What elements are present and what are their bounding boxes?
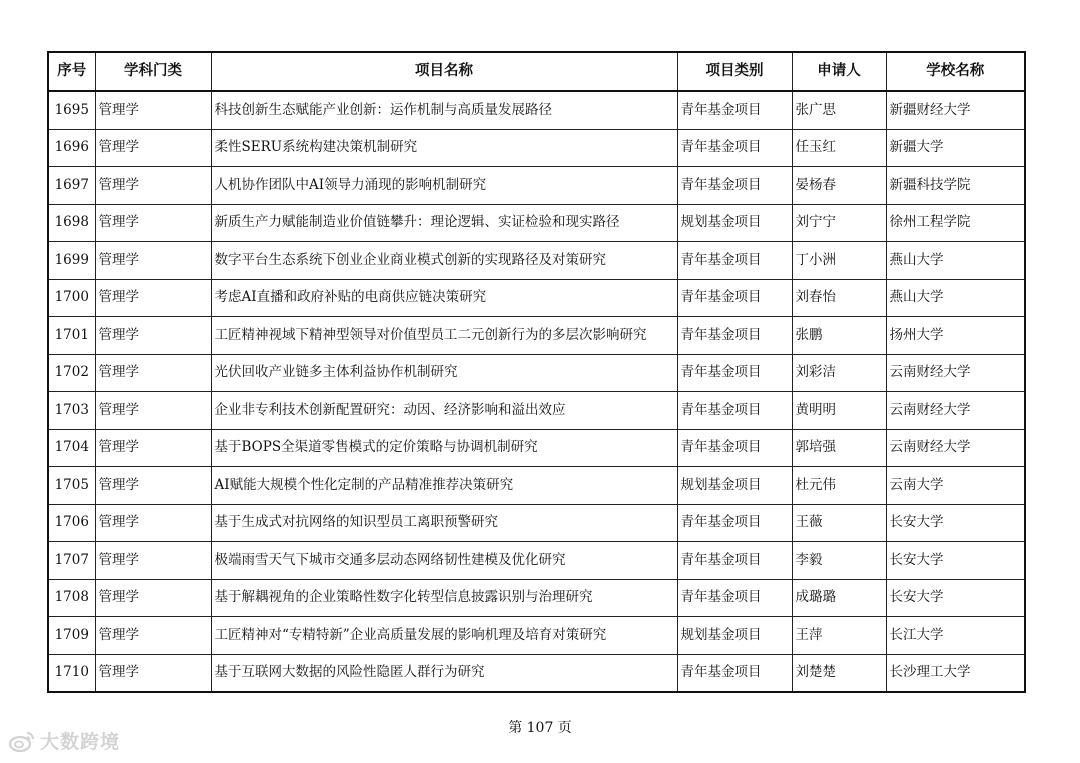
table-header-row bbox=[48, 52, 1025, 91]
cell-school: 云南财经大学 bbox=[886, 354, 1025, 392]
cell-project-name: 光伏回收产业链多主体利益协作机制研究 bbox=[211, 354, 677, 392]
cell-project-name: AI赋能大规模个性化定制的产品精准推荐决策研究 bbox=[211, 467, 677, 505]
cell-project-category: 青年基金项目 bbox=[677, 542, 792, 580]
cell-project-category: 青年基金项目 bbox=[677, 429, 792, 467]
cell-school: 新疆科技学院 bbox=[886, 167, 1025, 205]
cell-school: 长沙理工大学 bbox=[886, 654, 1025, 692]
cell-seq: 1698 bbox=[48, 204, 95, 242]
cell-project-category: 青年基金项目 bbox=[677, 354, 792, 392]
cell-discipline: 管理学 bbox=[95, 317, 211, 355]
cell-project-name: 工匠精神对“专精特新”企业高质量发展的影响机理及培育对策研究 bbox=[211, 617, 677, 655]
page-number: 第 107 页 bbox=[508, 720, 572, 736]
cell-applicant: 刘宁宁 bbox=[792, 204, 886, 242]
cell-school: 云南财经大学 bbox=[886, 429, 1025, 467]
cell-project-name: 基于解耦视角的企业策略性数字化转型信息披露识别与治理研究 bbox=[211, 579, 677, 617]
cell-discipline: 管理学 bbox=[95, 504, 211, 542]
cell-project-name: 考虑AI直播和政府补贴的电商供应链决策研究 bbox=[211, 279, 677, 317]
header-project-name: 项目名称 bbox=[211, 52, 677, 91]
cell-project-name: 科技创新生态赋能产业创新：运作机制与高质量发展路径 bbox=[211, 91, 677, 129]
table-row bbox=[48, 617, 1025, 655]
watermark-text: 大数跨境 bbox=[40, 731, 121, 753]
cell-seq: 1697 bbox=[48, 167, 95, 205]
cell-seq: 1710 bbox=[48, 654, 95, 692]
cell-project-category: 青年基金项目 bbox=[677, 91, 792, 129]
table-row bbox=[48, 429, 1025, 467]
cell-applicant: 刘楚楚 bbox=[792, 654, 886, 692]
cell-project-category: 规划基金项目 bbox=[677, 204, 792, 242]
cell-seq: 1708 bbox=[48, 579, 95, 617]
cell-discipline: 管理学 bbox=[95, 542, 211, 580]
watermark bbox=[8, 727, 120, 754]
cell-school: 长安大学 bbox=[886, 579, 1025, 617]
table-row bbox=[48, 91, 1025, 129]
table-row bbox=[48, 467, 1025, 505]
cell-seq: 1695 bbox=[48, 91, 95, 129]
cell-school: 徐州工程学院 bbox=[886, 204, 1025, 242]
cell-seq: 1701 bbox=[48, 317, 95, 355]
cell-school: 云南财经大学 bbox=[886, 392, 1025, 430]
cell-project-name: 基于生成式对抗网络的知识型员工离职预警研究 bbox=[211, 504, 677, 542]
cell-project-category: 规划基金项目 bbox=[677, 617, 792, 655]
cell-applicant: 刘春怡 bbox=[792, 279, 886, 317]
cell-school: 扬州大学 bbox=[886, 317, 1025, 355]
project-table bbox=[47, 51, 1026, 693]
cell-applicant: 晏杨春 bbox=[792, 167, 886, 205]
cell-project-category: 青年基金项目 bbox=[677, 167, 792, 205]
cell-project-name: 基于BOPS全渠道零售模式的定价策略与协调机制研究 bbox=[211, 429, 677, 467]
cell-project-category: 青年基金项目 bbox=[677, 654, 792, 692]
cell-discipline: 管理学 bbox=[95, 279, 211, 317]
cell-seq: 1703 bbox=[48, 392, 95, 430]
cell-seq: 1700 bbox=[48, 279, 95, 317]
table-row bbox=[48, 279, 1025, 317]
cell-school: 新疆大学 bbox=[886, 129, 1025, 167]
table-row bbox=[48, 354, 1025, 392]
cell-project-name: 新质生产力赋能制造业价值链攀升：理论逻辑、实证检验和现实路径 bbox=[211, 204, 677, 242]
header-seq: 序号 bbox=[48, 52, 95, 91]
header-applicant: 申请人 bbox=[792, 52, 886, 91]
weibo-logo-icon bbox=[8, 729, 36, 753]
cell-discipline: 管理学 bbox=[95, 392, 211, 430]
cell-seq: 1702 bbox=[48, 354, 95, 392]
cell-applicant: 丁小洲 bbox=[792, 242, 886, 280]
cell-seq: 1709 bbox=[48, 617, 95, 655]
cell-seq: 1696 bbox=[48, 129, 95, 167]
cell-project-category: 青年基金项目 bbox=[677, 129, 792, 167]
cell-seq: 1707 bbox=[48, 542, 95, 580]
cell-applicant: 王萍 bbox=[792, 617, 886, 655]
cell-project-name: 企业非专利技术创新配置研究：动因、经济影响和溢出效应 bbox=[211, 392, 677, 430]
cell-project-name: 工匠精神视域下精神型领导对价值型员工二元创新行为的多层次影响研究 bbox=[211, 317, 677, 355]
cell-discipline: 管理学 bbox=[95, 167, 211, 205]
cell-applicant: 黄明明 bbox=[792, 392, 886, 430]
cell-project-name: 人机协作团队中AI领导力涌现的影响机制研究 bbox=[211, 167, 677, 205]
cell-project-category: 规划基金项目 bbox=[677, 467, 792, 505]
cell-project-category: 青年基金项目 bbox=[677, 392, 792, 430]
cell-discipline: 管理学 bbox=[95, 242, 211, 280]
table-row bbox=[48, 167, 1025, 205]
table-row bbox=[48, 317, 1025, 355]
cell-discipline: 管理学 bbox=[95, 354, 211, 392]
header-school: 学校名称 bbox=[886, 52, 1025, 91]
cell-project-category: 青年基金项目 bbox=[677, 504, 792, 542]
table-row bbox=[48, 654, 1025, 692]
cell-applicant: 杜元伟 bbox=[792, 467, 886, 505]
cell-discipline: 管理学 bbox=[95, 579, 211, 617]
cell-school: 长安大学 bbox=[886, 542, 1025, 580]
cell-applicant: 王薇 bbox=[792, 504, 886, 542]
cell-school: 燕山大学 bbox=[886, 279, 1025, 317]
cell-school: 云南大学 bbox=[886, 467, 1025, 505]
cell-project-category: 青年基金项目 bbox=[677, 242, 792, 280]
cell-discipline: 管理学 bbox=[95, 617, 211, 655]
cell-project-category: 青年基金项目 bbox=[677, 317, 792, 355]
cell-discipline: 管理学 bbox=[95, 429, 211, 467]
cell-project-category: 青年基金项目 bbox=[677, 279, 792, 317]
table-row bbox=[48, 242, 1025, 280]
cell-applicant: 刘彩洁 bbox=[792, 354, 886, 392]
cell-applicant: 成璐璐 bbox=[792, 579, 886, 617]
cell-applicant: 张广思 bbox=[792, 91, 886, 129]
table-row bbox=[48, 542, 1025, 580]
cell-discipline: 管理学 bbox=[95, 129, 211, 167]
cell-project-name: 基于互联网大数据的风险性隐匿人群行为研究 bbox=[211, 654, 677, 692]
cell-project-category: 青年基金项目 bbox=[677, 579, 792, 617]
cell-school: 燕山大学 bbox=[886, 242, 1025, 280]
table-row bbox=[48, 504, 1025, 542]
cell-discipline: 管理学 bbox=[95, 467, 211, 505]
cell-project-name: 极端雨雪天气下城市交通多层动态网络韧性建模及优化研究 bbox=[211, 542, 677, 580]
header-project-category: 项目类别 bbox=[677, 52, 792, 91]
table-row bbox=[48, 204, 1025, 242]
cell-school: 新疆财经大学 bbox=[886, 91, 1025, 129]
cell-discipline: 管理学 bbox=[95, 654, 211, 692]
header-discipline: 学科门类 bbox=[95, 52, 211, 91]
cell-project-name: 数字平台生态系统下创业企业商业模式创新的实现路径及对策研究 bbox=[211, 242, 677, 280]
table-row bbox=[48, 392, 1025, 430]
cell-seq: 1699 bbox=[48, 242, 95, 280]
cell-applicant: 李毅 bbox=[792, 542, 886, 580]
cell-applicant: 任玉红 bbox=[792, 129, 886, 167]
cell-school: 长安大学 bbox=[886, 504, 1025, 542]
cell-discipline: 管理学 bbox=[95, 91, 211, 129]
table-row bbox=[48, 579, 1025, 617]
cell-school: 长江大学 bbox=[886, 617, 1025, 655]
cell-seq: 1706 bbox=[48, 504, 95, 542]
cell-project-name: 柔性SERU系统构建决策机制研究 bbox=[211, 129, 677, 167]
cell-applicant: 张鹏 bbox=[792, 317, 886, 355]
cell-discipline: 管理学 bbox=[95, 204, 211, 242]
cell-seq: 1704 bbox=[48, 429, 95, 467]
table-row bbox=[48, 129, 1025, 167]
cell-applicant: 郭培强 bbox=[792, 429, 886, 467]
cell-seq: 1705 bbox=[48, 467, 95, 505]
